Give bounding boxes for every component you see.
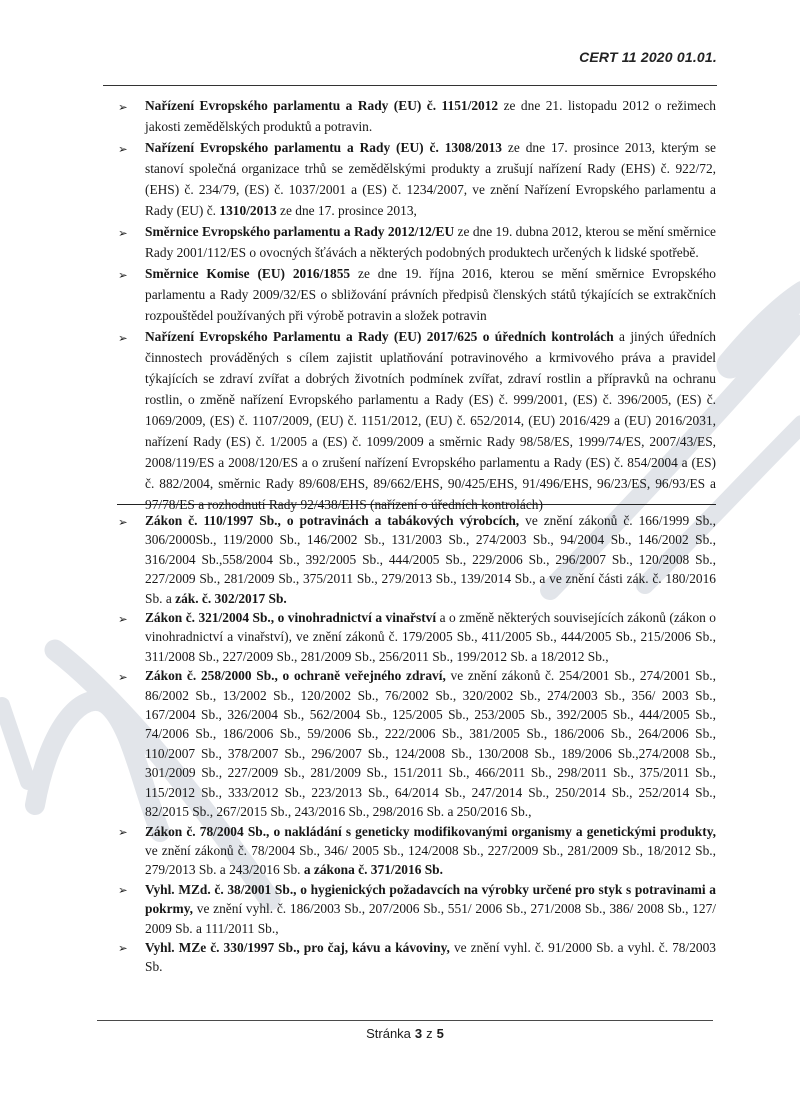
list-item-text: Nařízení Evropského Parlamentu a Rady (EU) 2017/625 o úředních kontrolách a jiných úředních činnostech prováděných s cílem zajistit uplatňování potravinového a krmivového práva a pravidel týkajících se zdraví zvířat a dobrých životních podmínek zvířat, zdraví rostlin a přípravků na ochranu rostlin, o změně nařízení Evropského parlamentu a Rady (ES) č. 999/2001, (ES) č. 396/2005, (ES) č. 1069/2009, (ES) č. 1107/2009, (EU) č. 1151/2012, (EU) č. 652/2014, (EU) 2016/429 a (EU) 2016/2031, nařízení Rady (ES) č. 1/2005 a (ES) č. 1099/2009 a směrnic Rady 98/58/ES, 1999/74/ES, 2007/43/ES, 2008/119/ES a 2008/120/ES a o zrušení nařízení Evropského parlamentu a Rady (ES) č. 854/2004 a (ES) č. 882/2004, směrnic Rady 89/608/EHS, 89/662/EHS, 90/425/EHS, 91/496/EHS, 96/23/ES, 96/93/ES a 97/78/ES a rozhodnutí Rady 92/438/EHS (nařízení o úředních kontrolách) — [145, 329, 716, 512]
bullet-arrow-icon: ➢ — [118, 669, 128, 684]
bullet-arrow-icon: ➢ — [118, 883, 128, 898]
header-rule — [103, 85, 717, 86]
list-item-text: Zákon č. 321/2004 Sb., o vinohradnictví a vinařství a o změně některých souvisejících zákonů (zákon o vinohradnictví a vinařství), ve znění zákonů č. 179/2005 Sb., 411/2005 Sb., 444/2005 Sb., 215/2006 Sb., 311/2008 Sb., 227/2009 Sb., 281/2009 Sb., 256/2011 Sb., 199/2012 Sb. a 18/2012 Sb., — [145, 610, 717, 664]
bullet-arrow-icon: ➢ — [118, 825, 128, 839]
bullet-arrow-icon: ➢ — [118, 99, 128, 114]
bullet-arrow-icon: ➢ — [118, 330, 128, 345]
list-item — [118, 263, 716, 326]
document-code: CERT 11 2020 01.01. — [579, 49, 717, 65]
list-item-text: Směrnice Evropského parlamentu a Rady 2012/12/EU ze dne 19. dubna 2012, kterou se mění směrnice Rady 2001/112/ES o ovocných šťávách a některých podobných produktech určených k lidské spotřebě. — [145, 224, 716, 260]
list-item — [118, 822, 716, 880]
page-number — [97, 1026, 713, 1041]
bullet-arrow-icon: ➢ — [118, 267, 128, 282]
page-of-label: z — [426, 1026, 433, 1041]
list-item-text: Nařízení Evropského parlamentu a Rady (EU) č. 1308/2013 ze dne 17. prosince 2013, kterým se stanoví společná organizace trhů se zemědělskými produkty a zrušují nařízení Rady (EHS) č. 922/72, (EHS) č. 234/79, (ES) č. 1037/2001 a (ES) č. 1234/2007, ve znění Nařízení Evropského parlamentu a Rady (EU) č. 1310/2013 ze dne 17. prosince 2013, — [145, 140, 716, 218]
bullet-arrow-icon: ➢ — [118, 611, 128, 626]
list-item-text: Nařízení Evropského parlamentu a Rady (EU) č. 1151/2012 ze dne 21. listopadu 2012 o režimech jakosti zemědělských produktů a potravin. — [145, 98, 716, 134]
bullet-arrow-icon: ➢ — [118, 941, 128, 956]
list-item-text: Zákon č. 78/2004 Sb., o nakládání s geneticky modifikovanými organismy a genetickými produkty, ve znění zákonů č. 78/2004 Sb., 346/ 2005 Sb., 124/2008 Sb., 227/2009 Sb., 281/2009 Sb., 18/2012 Sb., 279/2013 Sb. a 243/2016 Sb. a zákona č. 371/2016 Sb. — [145, 823, 716, 878]
list-item — [118, 880, 716, 938]
list-item — [118, 666, 716, 821]
list-item — [118, 326, 716, 515]
list-item-text: Směrnice Komise (EU) 2016/1855 ze dne 19. října 2016, kterou se mění směrnice Evropského parlamentu a Rady 2009/32/ES o sbližování právních předpisů členských států týkajících se extrakčních rozpouštědel používaných při výrobě potravin a složek potravin — [145, 266, 716, 323]
bullet-arrow-icon: ➢ — [118, 141, 128, 156]
page-total: 5 — [436, 1026, 444, 1041]
page-label: Stránka — [366, 1026, 411, 1041]
list-item-text: Vyhl. MZe č. 330/1997 Sb., pro čaj, kávu a kávoviny, ve znění vyhl. č. 91/2000 Sb. a vyhl. č. 78/2003 Sb. — [145, 939, 716, 975]
list-item — [118, 95, 716, 137]
eu-legislation-list — [118, 95, 716, 515]
list-item-text: Zákon č. 258/2000 Sb., o ochraně veřejného zdraví, ve znění zákonů č. 254/2001 Sb., 274/2001 Sb., 86/2002 Sb., 13/2002 Sb., 120/2002 Sb., 76/2002 Sb., 320/2002 Sb., 274/2003 Sb., 356/ 2003 Sb., 167/2004 Sb., 326/2004 Sb., 562/2004 Sb., 125/2005 Sb., 253/2005 Sb., 392/2005 Sb., 444/2005 Sb., 74/2006 Sb., 186/2006 Sb., 59/2006 Sb., 222/2006 Sb., 381/2005 Sb., 186/2006 Sb., 264/2006 Sb., 110/2007 Sb., 378/2007 Sb., 296/2007 Sb., 124/2008 Sb., 130/2008 Sb., 189/2006 Sb.,274/2008 Sb., 301/2009 Sb., 227/2009 Sb., 281/2009 Sb., 151/2011 Sb., 466/2011 Sb., 298/2011 Sb., 375/2011 Sb., 115/2012 Sb., 333/2012 Sb., 223/2013 Sb., 64/2014 Sb., 247/2014 Sb., 250/2014 Sb., 252/2014 Sb., 82/2015 Sb., 267/2015 Sb., 243/2016 Sb., 298/2016 Sb. a 250/2016 Sb., — [145, 668, 716, 820]
list-item-text: Vyhl. MZd. č. 38/2001 Sb., o hygienických požadavcích na výrobky určené pro styk s potravinami a pokrmy, ve znění vyhl. č. 186/2003 Sb., 207/2006 Sb., 551/ 2006 Sb., 271/2008 Sb., 386/ 2008 Sb., 127/ 2009 Sb. a 111/2011 Sb., — [145, 881, 717, 936]
footer-rule — [97, 1020, 713, 1021]
list-item — [118, 511, 716, 608]
section-divider-rule — [117, 504, 716, 505]
list-item — [118, 608, 716, 666]
list-item — [118, 137, 716, 221]
list-item — [118, 938, 716, 977]
national-legislation-list — [118, 511, 716, 977]
list-item — [118, 221, 716, 263]
bullet-arrow-icon: ➢ — [118, 225, 128, 240]
list-item-text: Zákon č. 110/1997 Sb., o potravinách a tabákových výrobcích, ve znění zákonů č. 166/1999 Sb., 306/2000Sb., 119/2000 Sb., 146/2002 Sb., 131/2003 Sb., 274/2003 Sb., 94/2004 Sb., 146/2002 Sb., 316/2004 Sb.,558/2004 Sb., 392/2005 Sb., 444/2005 Sb., 229/2006 Sb., 296/2007 Sb., 120/2008 Sb., 227/2009 Sb., 281/2009 Sb., 375/2011 Sb., 279/2013 Sb., 139/2014 Sb., a ve znění části zák. č. 180/2016 Sb. a zák. č. 302/2017 Sb. — [145, 513, 716, 606]
bullet-arrow-icon: ➢ — [118, 514, 128, 529]
page-current: 3 — [414, 1026, 423, 1041]
